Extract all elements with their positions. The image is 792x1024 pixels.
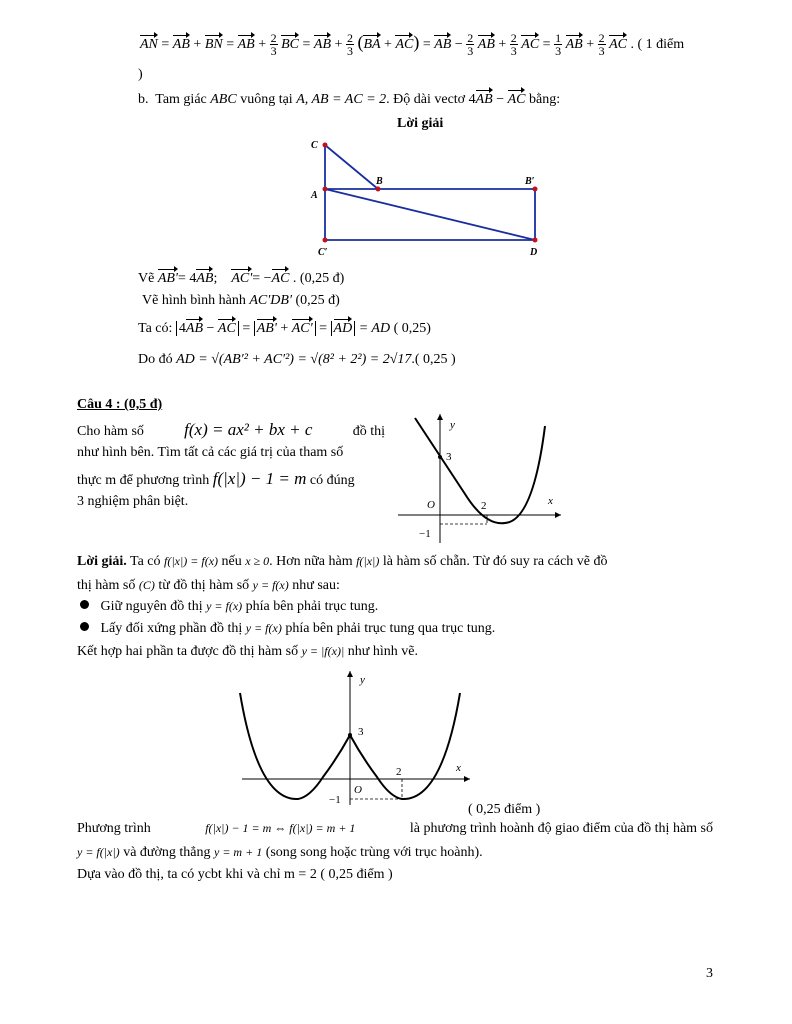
step-2: Vẽ hình bình hành AC′DB′ (0,25 đ) <box>142 293 340 308</box>
fraction: $\frac{2}{3}$ <box>270 31 277 59</box>
part-b: b. Tam giác ABC vuông tại A, AB = AC = 2. Độ dài vectơ 4AB − AC bằng: <box>138 89 560 108</box>
bullet-icon <box>80 622 89 631</box>
final-line-1: Phương trình f(|x|) − 1 = m ⇔ f(|x|) = m + 1 là phương trình hoành độ giao điểm của đồ thị hàm số <box>77 821 713 836</box>
graph-1 <box>393 408 573 548</box>
cau4-line-2: như hình bên. Tìm tất cả các giá trị của tham số <box>77 445 344 460</box>
fraction: $\frac{1}{3}$ <box>555 31 562 59</box>
final-line-2: y = f(|x|) và đường thẳng y = m + 1 (song song hoặc trùng với trục hoành). <box>77 845 483 860</box>
fraction: $\frac{2}{3}$ <box>346 31 353 59</box>
formula-an: AN = AB + BN = AB + $\frac{2}{3}$ BC = AB + $\frac{2}{3}$ (BA + AC) = AB − $\frac{2}{3}$ AB + $\frac{2}{3}$ AC = $\frac{1}{3}$ AB + $\frac{2}{3}$ AC . ( 1 điểm <box>140 31 685 59</box>
label-b: B <box>376 176 383 187</box>
step-3: Ta có: 4AB − AC = AB' + AC' = AD = AD ( 0,25) <box>138 318 431 337</box>
cau4-line-3: thực m để phương trình f(|x|) − 1 = m có đúng <box>77 469 355 488</box>
g1-y-label: y <box>450 419 455 431</box>
label-a: A <box>311 190 318 201</box>
g2-neg1: −1 <box>329 794 341 806</box>
g2-three: 3 <box>358 726 364 738</box>
cau4-line-1: Cho hàm số f(x) = ax² + bx + c đồ thị <box>77 420 385 439</box>
solution-heading: Lời giải <box>397 116 444 131</box>
label-cp: C′ <box>318 247 328 258</box>
fraction: $\frac{2}{3}$ <box>510 31 517 59</box>
bullet-icon <box>80 600 89 609</box>
cau4-title: Câu 4 : (0,5 đ) <box>77 397 163 412</box>
g2-y-label: y <box>360 674 365 686</box>
label-c: C <box>311 140 318 151</box>
g1-x-label: x <box>548 495 553 507</box>
loigiai-bullet-1: Giữ nguyên đồ thị y = f(x) phía bên phải trục tung. <box>80 599 378 615</box>
close-paren: ) <box>138 67 143 82</box>
g1-neg1: −1 <box>419 528 431 540</box>
fraction: $\frac{2}{3}$ <box>467 31 474 59</box>
page-number: 3 <box>706 966 713 981</box>
loigiai-line-1: Lời giải. Ta có f(|x|) = f(x) nếu x ≥ 0. Hơn nữa hàm f(|x|) là hàm số chẵn. Từ đó suy ra cách vẽ đồ <box>77 554 608 569</box>
label-bp: B′ <box>525 176 535 187</box>
final-line-3: Dựa vào đồ thị, ta có ycbt khi và chỉ m = 2 ( 0,25 điểm ) <box>77 867 393 882</box>
label-d: D <box>530 247 538 258</box>
g1-two: 2 <box>481 500 487 512</box>
g2-x-label: x <box>456 762 461 774</box>
loigiai-line-3: Kết hợp hai phần ta được đồ thị hàm số y = |f(x)| như hình vẽ. <box>77 644 418 659</box>
g2-two: 2 <box>396 766 402 778</box>
score-1: . ( 1 điểm <box>630 37 685 52</box>
g2-origin: O <box>354 784 362 796</box>
graph-2 <box>232 665 472 810</box>
score-graph: ( 0,25 điểm ) <box>468 802 541 817</box>
g1-three: 3 <box>446 451 452 463</box>
fraction: $\frac{2}{3}$ <box>598 31 605 59</box>
g1-origin: O <box>427 499 435 511</box>
loigiai-line-2: thị hàm số (C) từ đồ thị hàm số y = f(x) như sau: <box>77 578 340 593</box>
step-4: Do đó AD = √(AB′² + AC′²) = √(8² + 2²) = 2√17.( 0,25 ) <box>138 352 456 367</box>
step-1: Vẽ AB'= 4AB; AC'= −AC . (0,25 đ) <box>138 268 344 287</box>
cau4-line-4: 3 nghiệm phân biệt. <box>77 494 189 509</box>
loigiai-bullet-2: Lấy đối xứng phần đồ thị y = f(x) phía bên phải trục tung qua trục tung. <box>80 621 495 637</box>
vec-an: AN <box>140 34 158 53</box>
